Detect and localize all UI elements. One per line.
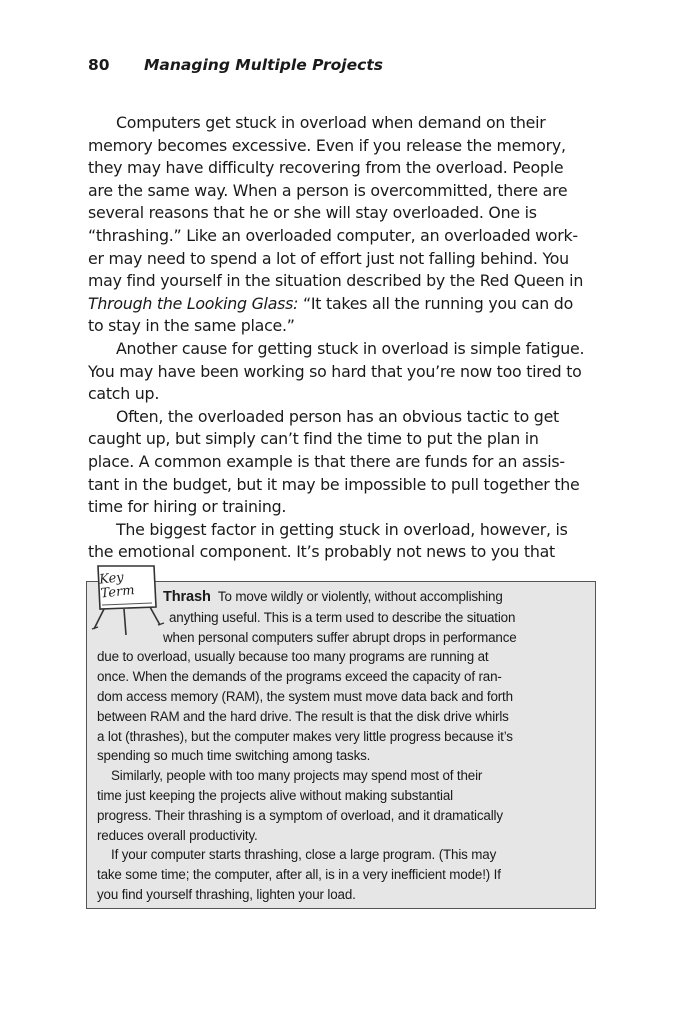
body-line: the emotional component. It’s probably not news to you that [88, 542, 555, 562]
page-number: 80 [88, 56, 110, 74]
body-line: memory becomes excessive. Even if you release the memory, [88, 135, 566, 155]
body-line: caught up, but simply can’t find the time to put the plan in [88, 429, 539, 449]
body-line: catch up. [88, 384, 160, 404]
body-line: Another cause for getting stuck in overload is simple fatigue. [116, 338, 585, 358]
book-title: Through the Looking Glass: [88, 293, 299, 313]
body-line: they may have difficulty recovering from the overload. People [88, 158, 564, 178]
key-term-line: a lot (thrashes), but the computer makes very little progress because it’s [97, 728, 513, 744]
body-line: are the same way. When a person is overcommitted, there are [88, 180, 568, 200]
body-line: several reasons that he or she will stay overloaded. One is [88, 203, 537, 223]
body-line: time for hiring or training. [88, 497, 287, 517]
key-term-line: take some time; the computer, after all, is in a very inefficient mode!) If [97, 867, 501, 883]
running-header [88, 56, 608, 74]
body-line: Often, the overloaded person has an obvious tactic to get [116, 406, 559, 426]
key-term-line: dom access memory (RAM), the system must move data back and forth [97, 688, 513, 704]
key-term-text [97, 587, 597, 905]
body-line: to stay in the same place.” [88, 316, 295, 336]
body-line: tant in the budget, but it may be impossible to pull together the [88, 474, 580, 494]
body-line: Computers get stuck in overload when demand on their [116, 113, 546, 132]
key-term-line: Similarly, people with too many projects may spend most of their [111, 768, 483, 784]
key-term-word: Thrash [163, 589, 211, 605]
key-term-line: when personal computers suffer abrupt drops in performance [163, 629, 517, 645]
body-line: er may need to spend a lot of effort just not falling behind. You [88, 248, 569, 268]
key-term-line: spending so much time switching among tasks. [97, 748, 371, 764]
key-term-line: due to overload, usually because too many programs are running at [97, 649, 489, 665]
body-line: The biggest factor in getting stuck in overload, however, is [116, 519, 568, 539]
body-line: Through the Looking Glass: “It takes all the running you can do [88, 293, 573, 313]
key-term-line: progress. Their thrashing is a symptom of overload, and it dramatically [97, 807, 503, 823]
body-line: You may have been working so hard that you’re now too tired to [88, 361, 582, 381]
key-term-line: If your computer starts thrashing, close a large program. (This may [111, 847, 497, 863]
key-term-easel-icon [88, 563, 166, 639]
body-line: “thrashing.” Like an overloaded computer, an overloaded work- [88, 225, 578, 245]
key-term-line: anything useful. This is a term used to describe the situation [169, 609, 516, 625]
body-line: place. A common example is that there are funds for an assis- [88, 451, 565, 471]
key-term-line: Thrash To move wildly or violently, without accomplishing [163, 589, 503, 605]
key-term-icon-label: Key Term [98, 570, 136, 602]
running-title: Managing Multiple Projects [144, 56, 383, 74]
key-term-line: time just keeping the projects alive without making substantial [97, 787, 454, 803]
body-line: may find yourself in the situation described by the Red Queen in [88, 271, 584, 291]
key-term-line: between RAM and the hard drive. The result is that the disk drive whirls [97, 708, 509, 724]
key-term-line: you find yourself thrashing, lighten your load. [97, 886, 356, 902]
body-text [88, 112, 600, 564]
key-term-line: reduces overall productivity. [97, 827, 258, 843]
key-term-line: once. When the demands of the programs exceed the capacity of ran- [97, 669, 502, 685]
